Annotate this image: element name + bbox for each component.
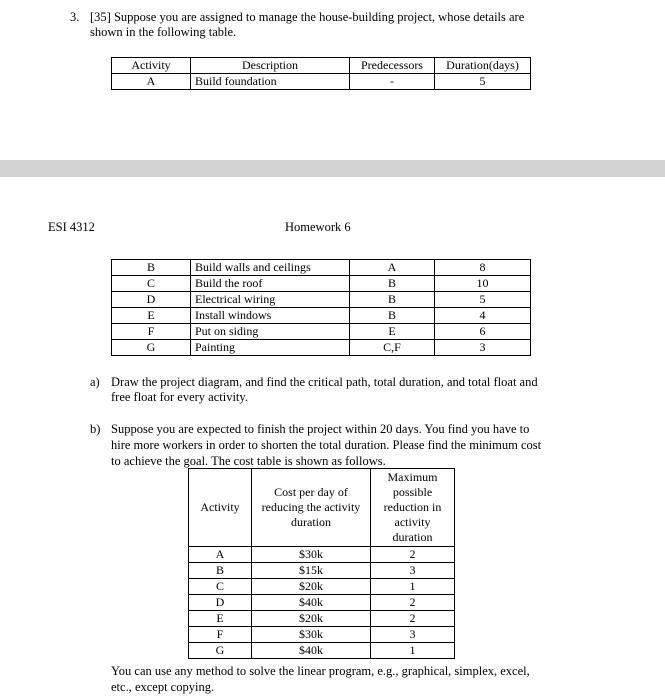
question-intro-line2: shown in the following table. xyxy=(90,25,237,39)
cell-duration: 6 xyxy=(435,324,531,340)
header-max-line: reduction in xyxy=(383,500,442,514)
cell-activity: E xyxy=(189,611,252,627)
cell-activity: G xyxy=(189,643,252,659)
closing-line1: You can use any method to solve the linear program, e.g., graphical, simplex, excel, xyxy=(111,664,530,678)
header-max-line: duration xyxy=(392,530,433,544)
cell-description: Install windows xyxy=(191,308,350,324)
table-row xyxy=(112,340,531,356)
table-header-row xyxy=(112,58,531,74)
header-max-line: possible xyxy=(392,485,433,499)
cell-max-reduction: 2 xyxy=(371,611,455,627)
cell-predecessors: B xyxy=(350,292,435,308)
cell-duration: 8 xyxy=(435,260,531,276)
header-duration: Duration(days) xyxy=(435,58,531,74)
project-table-page1 xyxy=(111,57,531,90)
cell-predecessors: A xyxy=(350,260,435,276)
table-row xyxy=(189,563,455,579)
project-table-page2 xyxy=(111,259,531,356)
cell-activity: G xyxy=(112,340,191,356)
part-b-line2: hire more workers in order to shorten the total duration. Please find the minimum cost xyxy=(111,438,542,452)
cell-description: Electrical wiring xyxy=(191,292,350,308)
cell-activity: A xyxy=(112,74,191,90)
cell-activity: F xyxy=(112,324,191,340)
part-b-line1: Suppose you are expected to finish the project within 20 days. You find you have to xyxy=(111,422,530,436)
cell-predecessors: B xyxy=(350,308,435,324)
cell-activity: C xyxy=(189,579,252,595)
cell-activity: E xyxy=(112,308,191,324)
header-max-line: activity xyxy=(394,515,431,529)
header-cost-line: Cost per day of xyxy=(274,485,348,499)
cell-predecessors: C,F xyxy=(350,340,435,356)
table-row xyxy=(112,74,531,90)
cell-duration: 4 xyxy=(435,308,531,324)
cell-activity: C xyxy=(112,276,191,292)
cell-predecessors: B xyxy=(350,276,435,292)
cell-cost: $15k xyxy=(252,563,371,579)
header-description: Description xyxy=(191,58,350,74)
course-code: ESI 4312 xyxy=(48,220,95,234)
cell-description: Painting xyxy=(191,340,350,356)
table-row xyxy=(189,627,455,643)
table-row xyxy=(189,579,455,595)
cell-duration: 3 xyxy=(435,340,531,356)
cell-activity: D xyxy=(189,595,252,611)
cell-description: Build walls and ceilings xyxy=(191,260,350,276)
question-intro-line1: [35] Suppose you are assigned to manage the house-building project, whose details are xyxy=(90,10,525,24)
header-cost xyxy=(252,469,371,547)
cell-cost: $40k xyxy=(252,643,371,659)
table-row xyxy=(189,595,455,611)
table-row xyxy=(189,547,455,563)
cell-activity: A xyxy=(189,547,252,563)
part-a-line1: Draw the project diagram, and find the critical path, total duration, and total float and xyxy=(111,375,538,389)
header-cost-line: reducing the activity xyxy=(261,500,361,514)
cell-cost: $20k xyxy=(252,579,371,595)
cell-cost: $30k xyxy=(252,547,371,563)
cell-duration: 5 xyxy=(435,292,531,308)
cell-max-reduction: 3 xyxy=(371,563,455,579)
part-b-label: b) xyxy=(90,422,101,436)
header-max-line: Maximum xyxy=(387,470,438,484)
table-row xyxy=(112,324,531,340)
part-a-line2: free float for every activity. xyxy=(111,390,248,404)
page-title: Homework 6 xyxy=(285,220,351,234)
cost-table-header-row xyxy=(189,469,455,547)
cell-activity: F xyxy=(189,627,252,643)
header-activity: Activity xyxy=(189,469,252,547)
cell-activity: B xyxy=(112,260,191,276)
cell-activity: B xyxy=(189,563,252,579)
cell-predecessors: - xyxy=(350,74,435,90)
cell-description: Build foundation xyxy=(191,74,350,90)
table-row xyxy=(112,260,531,276)
cost-table xyxy=(188,468,455,659)
table-row xyxy=(112,292,531,308)
cell-description: Put on siding xyxy=(191,324,350,340)
cell-max-reduction: 3 xyxy=(371,627,455,643)
header-cost-line: duration xyxy=(291,515,331,529)
cell-activity: D xyxy=(112,292,191,308)
header-activity: Activity xyxy=(112,58,191,74)
page-break-divider xyxy=(0,160,665,177)
closing-line2: etc., except copying. xyxy=(111,680,215,694)
cell-duration: 5 xyxy=(435,74,531,90)
cell-predecessors: E xyxy=(350,324,435,340)
table-row xyxy=(112,276,531,292)
header-predecessors: Predecessors xyxy=(350,58,435,74)
cell-cost: $30k xyxy=(252,627,371,643)
table-row xyxy=(189,643,455,659)
table-row xyxy=(112,308,531,324)
part-b-line3: to achieve the goal. The cost table is shown as follows. xyxy=(111,454,386,468)
cell-duration: 10 xyxy=(435,276,531,292)
table-row xyxy=(189,611,455,627)
header-max-reduction xyxy=(371,469,455,547)
cell-cost: $20k xyxy=(252,611,371,627)
cell-max-reduction: 1 xyxy=(371,579,455,595)
cell-description: Build the roof xyxy=(191,276,350,292)
cell-max-reduction: 2 xyxy=(371,547,455,563)
cell-max-reduction: 2 xyxy=(371,595,455,611)
part-a-label: a) xyxy=(90,375,100,389)
cell-max-reduction: 1 xyxy=(371,643,455,659)
question-number: 3. xyxy=(70,10,80,24)
cell-cost: $40k xyxy=(252,595,371,611)
